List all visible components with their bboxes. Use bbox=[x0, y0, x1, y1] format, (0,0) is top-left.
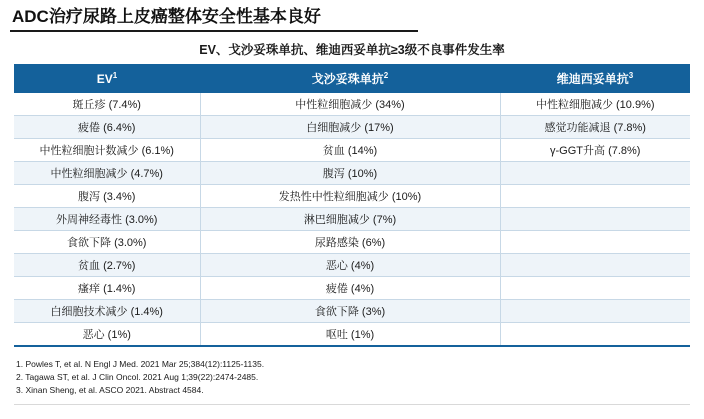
column-header-ev-sup: 1 bbox=[112, 71, 118, 80]
cell-sg: 淋巴细胞减少 (7%) bbox=[200, 208, 500, 231]
cell-rc48: 感觉功能减退 (7.8%) bbox=[500, 116, 690, 139]
table-row bbox=[14, 323, 690, 347]
table-row bbox=[14, 185, 690, 208]
reference-list bbox=[16, 358, 676, 397]
cell-ev: 中性粒细胞减少 (4.7%) bbox=[14, 162, 200, 185]
adverse-event-table bbox=[14, 64, 690, 347]
table-row bbox=[14, 300, 690, 323]
footer-divider bbox=[14, 404, 690, 405]
cell-ev: 斑丘疹 (7.4%) bbox=[14, 93, 200, 116]
cell-ev: 瘙痒 (1.4%) bbox=[14, 277, 200, 300]
column-header-sg-label: 戈沙妥珠单抗 bbox=[311, 72, 384, 86]
table-header bbox=[14, 64, 690, 93]
ae-table-wrapper bbox=[14, 64, 690, 347]
cell-rc48 bbox=[500, 277, 690, 300]
column-header-ev bbox=[14, 64, 200, 93]
cell-ev: 外周神经毒性 (3.0%) bbox=[14, 208, 200, 231]
page-title: ADC治疗尿路上皮癌整体安全性基本良好 bbox=[12, 7, 321, 26]
table-row bbox=[14, 162, 690, 185]
title-underline bbox=[10, 30, 418, 32]
cell-rc48 bbox=[500, 254, 690, 277]
table-row bbox=[14, 116, 690, 139]
table-body bbox=[14, 93, 690, 346]
table-row bbox=[14, 208, 690, 231]
cell-sg: 呕吐 (1%) bbox=[200, 323, 500, 347]
cell-sg: 白细胞减少 (17%) bbox=[200, 116, 500, 139]
cell-rc48 bbox=[500, 162, 690, 185]
cell-ev: 食欲下降 (3.0%) bbox=[14, 231, 200, 254]
cell-sg: 中性粒细胞减少 (34%) bbox=[200, 93, 500, 116]
cell-rc48 bbox=[500, 231, 690, 254]
reference-item: 2. Tagawa ST, et al. J Clin Oncol. 2021 Aug 1;39(22):2474-2485. bbox=[16, 372, 259, 382]
cell-sg: 发热性中性粒细胞减少 (10%) bbox=[200, 185, 500, 208]
cell-ev: 白细胞技术减少 (1.4%) bbox=[14, 300, 200, 323]
reference-item: 1. Powles T, et al. N Engl J Med. 2021 Mar 25;384(12):1125-1135. bbox=[16, 359, 265, 369]
cell-sg: 食欲下降 (3%) bbox=[200, 300, 500, 323]
cell-sg: 腹泻 (10%) bbox=[200, 162, 500, 185]
cell-rc48: γ-GGT升高 (7.8%) bbox=[500, 139, 690, 162]
cell-rc48 bbox=[500, 208, 690, 231]
table-caption: EV、戈沙妥珠单抗、维迪西妥单抗≥3级不良事件发生率 bbox=[199, 43, 505, 57]
cell-ev: 中性粒细胞计数减少 (6.1%) bbox=[14, 139, 200, 162]
table-row bbox=[14, 231, 690, 254]
reference-item: 3. Xinan Sheng, et al. ASCO 2021. Abstract 4584. bbox=[16, 385, 204, 395]
column-header-rc48-sup: 3 bbox=[628, 71, 634, 80]
cell-rc48 bbox=[500, 300, 690, 323]
cell-sg: 尿路感染 (6%) bbox=[200, 231, 500, 254]
cell-rc48: 中性粒细胞减少 (10.9%) bbox=[500, 93, 690, 116]
cell-ev: 贫血 (2.7%) bbox=[14, 254, 200, 277]
cell-rc48 bbox=[500, 323, 690, 347]
cell-sg: 疲倦 (4%) bbox=[200, 277, 500, 300]
column-header-sg bbox=[200, 64, 500, 93]
table-row bbox=[14, 139, 690, 162]
cell-ev: 疲倦 (6.4%) bbox=[14, 116, 200, 139]
column-header-rc48 bbox=[500, 64, 690, 93]
table-header-row bbox=[14, 64, 690, 93]
column-header-ev-label: EV bbox=[96, 72, 113, 86]
title-bar bbox=[0, 0, 704, 32]
cell-ev: 恶心 (1%) bbox=[14, 323, 200, 347]
table-row bbox=[14, 93, 690, 116]
cell-sg: 恶心 (4%) bbox=[200, 254, 500, 277]
table-row bbox=[14, 254, 690, 277]
column-header-rc48-label: 维迪西妥单抗 bbox=[556, 72, 629, 86]
cell-sg: 贫血 (14%) bbox=[200, 139, 500, 162]
cell-rc48 bbox=[500, 185, 690, 208]
table-row bbox=[14, 277, 690, 300]
cell-ev: 腹泻 (3.4%) bbox=[14, 185, 200, 208]
column-header-sg-sup: 2 bbox=[383, 71, 389, 80]
